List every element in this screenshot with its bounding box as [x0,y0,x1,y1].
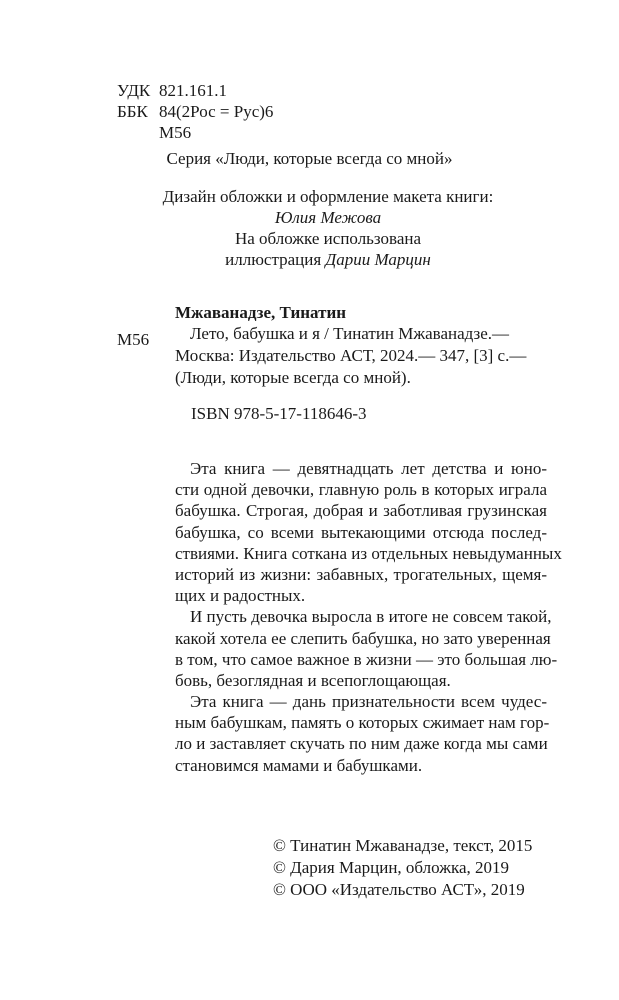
bib-line: Лето, бабушка и я / Тинатин Мжаванадзе.— [190,324,510,343]
annotation [175,458,562,776]
copyright-line: © ООО «Издательство АСТ», 2019 [273,880,525,899]
annotation-line: в том, что самое важное в жизни — это большая лю- [175,649,558,669]
author-mark: М56 [159,123,192,142]
annotation-line: И пусть девочка выросла в итоге не совсем такой, [190,607,552,627]
annotation-line: бабушка, со всеми вытекающими отсюда послед- [175,522,547,542]
udk-row [117,80,273,101]
annotation-line: становимся мамами и бабушками. [175,755,423,775]
annotation-line: сти одной девочки, главную роль в которых играла [175,480,547,500]
annotation-line: щих и радостных. [175,586,306,606]
classification-codes [117,80,273,143]
bbk-value: 84(2Рос = Рус)6 [159,102,274,121]
annotation-line: ло и заставляет скучать по ним даже когда мы сами [175,734,548,754]
copyright-line: © Тинатин Мжаванадзе, текст, 2015 [273,836,533,855]
bbk-row [117,101,273,122]
design-credit-line1: Дизайн обложки и оформление макета книги: [162,187,494,206]
isbn: ISBN 978-5-17-118646-3 [191,404,367,423]
udk-value: 821.161.1 [159,81,227,100]
annotation-line: Эта книга — дань признательности всем чудес- [190,692,547,712]
copyright-line: © Дария Марцин, обложка, 2019 [273,858,510,877]
annotation-line: историй из жизни: забавных, трогательных, щемя- [175,564,547,584]
entry-author: Мжаванадзе, Тинатин [175,303,347,322]
author-mark-row [117,122,273,143]
illustrator-name: Дарии Марцин [325,250,431,269]
bib-line: (Люди, которые всегда со мной). [175,368,411,387]
series-line: Серия «Люди, которые всегда со мной» [166,149,453,168]
illustration-prefix: иллюстрация [225,250,326,269]
copyright-block [273,835,532,901]
annotation-line: бовь, безоглядная и всепоглощающая. [175,670,451,690]
annotation-line: какой хотела ее слепить бабушка, но зато уверенная [175,628,551,648]
annotation-line: ным бабушкам, память о которых сжимает нам гор- [175,713,550,733]
udk-label: УДК [117,81,151,100]
cover-note: На обложке использована [234,229,422,248]
illustration-credit [152,249,504,270]
bibliographic-description [175,323,547,389]
annotation-line: Эта книга — девятнадцать лет детства и юно- [190,459,547,478]
annotation-line: ствиями. Книга соткана из отдельных невыдуманных [175,543,562,563]
bib-line: Москва: Издательство АСТ, 2024.— 347, [3] с.— [175,346,527,365]
designer-name: Юлия Межова [274,208,382,227]
entry-author-mark: М56 [117,330,150,349]
bbk-label: ББК [117,102,148,121]
annotation-line: бабушка. Строгая, добрая и заботливая грузинская [175,501,547,521]
designer-row [152,207,504,228]
